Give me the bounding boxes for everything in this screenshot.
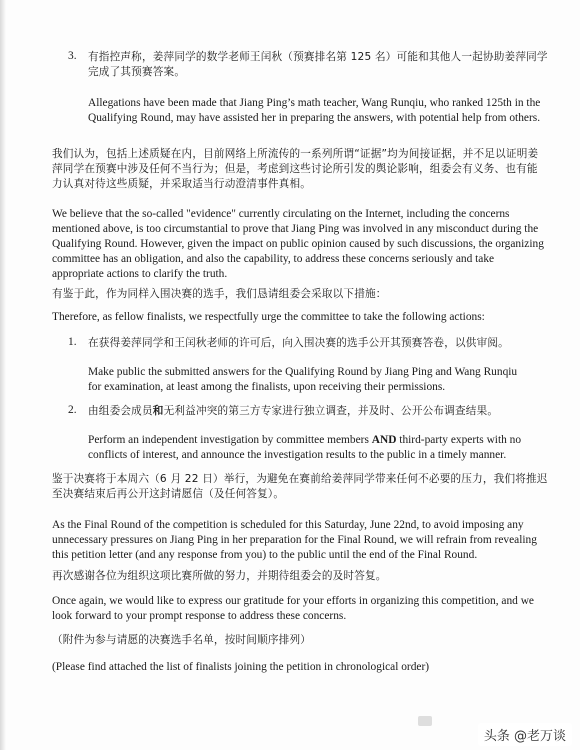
therefore-english: Therefore, as fellow finalists, we respectfully urge the committee to take the following actions: [52, 311, 485, 323]
list-number-1: 1. [68, 336, 77, 348]
thanks-chinese: 再次感谢各位为组织这项比赛所做的努力，并期待组委会的及时答复。 [52, 570, 387, 582]
belief-paragraph-chinese: 我们认为，包括上述质疑在内，目前网络上所流传的一系列所谓“证据”均为间接证据，并不足以证明姜萍同学在预赛中涉及任何不当行为；但是，考虑到这些讨论所引发的舆论影响，组委会有义务、也有能力认真对待这些质疑，并采取适当行动澄清事件真相。 [52, 148, 539, 190]
watermark-mark-icon [418, 716, 432, 726]
final-round-english: As the Final Round of the competition is scheduled for this Saturday, June 22nd, to avoid imposing any unnecessary pressures on Jiang Ping in her preparation for the Final Round, we will refrain from revealing this petition letter (and any response from you) to the public until the end of the Final Round. [52, 519, 540, 561]
action2-english-bold: AND [371, 434, 397, 446]
thanks-english: Once again, we would like to express our gratitude for your efforts in organizing this competition, and we look forward to your prompt response to address these concerns. [52, 595, 537, 622]
belief-paragraph-english: We believe that the so-called "evidence" currently circulating on the Internet, including the concerns mentioned above, is too circumstantial to prove that Jiang Ping was involved in any misconduct during the Qualifying Round. However, given the impact on public opinion caused by such discussions, the organizing committee has an obligation, and also the capability, to address these concerns seriously and take appropriate actions to clarify the truth. [52, 208, 547, 280]
action2-chinese-part-a: 由组委会成员 [88, 405, 153, 417]
action2-chinese-part-b: 无利益冲突的第三方专家进行独立调查，并及时、公开公布调查结果。 [163, 405, 499, 417]
action1-english: Make public the submitted answers for the Qualifying Round by Jiang Ping and Wang Runqiu for examination, at least among the finalists, upon receiving their permissions. [88, 366, 520, 393]
item3-chinese: 有指控声称，姜萍同学的数学老师王闰秋（预赛排名第 125 名）可能和其他人一起协助姜萍同学完成了其预赛答案。 [88, 51, 548, 78]
action2-chinese-bold: 和 [152, 405, 164, 417]
action1-chinese: 在获得姜萍同学和王闰秋老师的许可后，向入围决赛的选手公开其预赛答卷，以供审阅。 [88, 337, 509, 349]
action2-english-part-b: third-party experts with no conflicts of interest, and announce the investigation results to the public in a timely manner. [88, 434, 524, 461]
action2-english [88, 433, 533, 463]
watermark: 头条 @老万谈 [478, 723, 572, 746]
item3-english: Allegations have been made that Jiang Ping’s math teacher, Wang Runqiu, who ranked 125th in the Qualifying Round, may have assisted her in preparing the answers, with potential help from others. [88, 97, 544, 124]
action2-english-part-a: Perform an independent investigation by committee members [88, 434, 372, 446]
attachment-english: (Please find attached the list of finalists joining the petition in chronological order) [52, 661, 430, 673]
attachment-chinese: （附件为参与请愿的决赛选手名单，按时间顺序排列） [52, 634, 312, 646]
final-round-chinese: 鉴于决赛将于本周六（6 月 22 日）举行，为避免在赛前给姜萍同学带来任何不必要的压力，我们将推迟至决赛结束后再公开这封请愿信（及任何答复）。 [52, 473, 548, 500]
therefore-chinese: 有鉴于此，作为同样入围决赛的选手，我们恳请组委会采取以下措施： [52, 288, 387, 300]
action2-chinese [88, 404, 548, 419]
list-number-2: 2. [68, 404, 77, 416]
list-number-3: 3. [68, 50, 77, 62]
page-edge-shadow [0, 0, 6, 750]
